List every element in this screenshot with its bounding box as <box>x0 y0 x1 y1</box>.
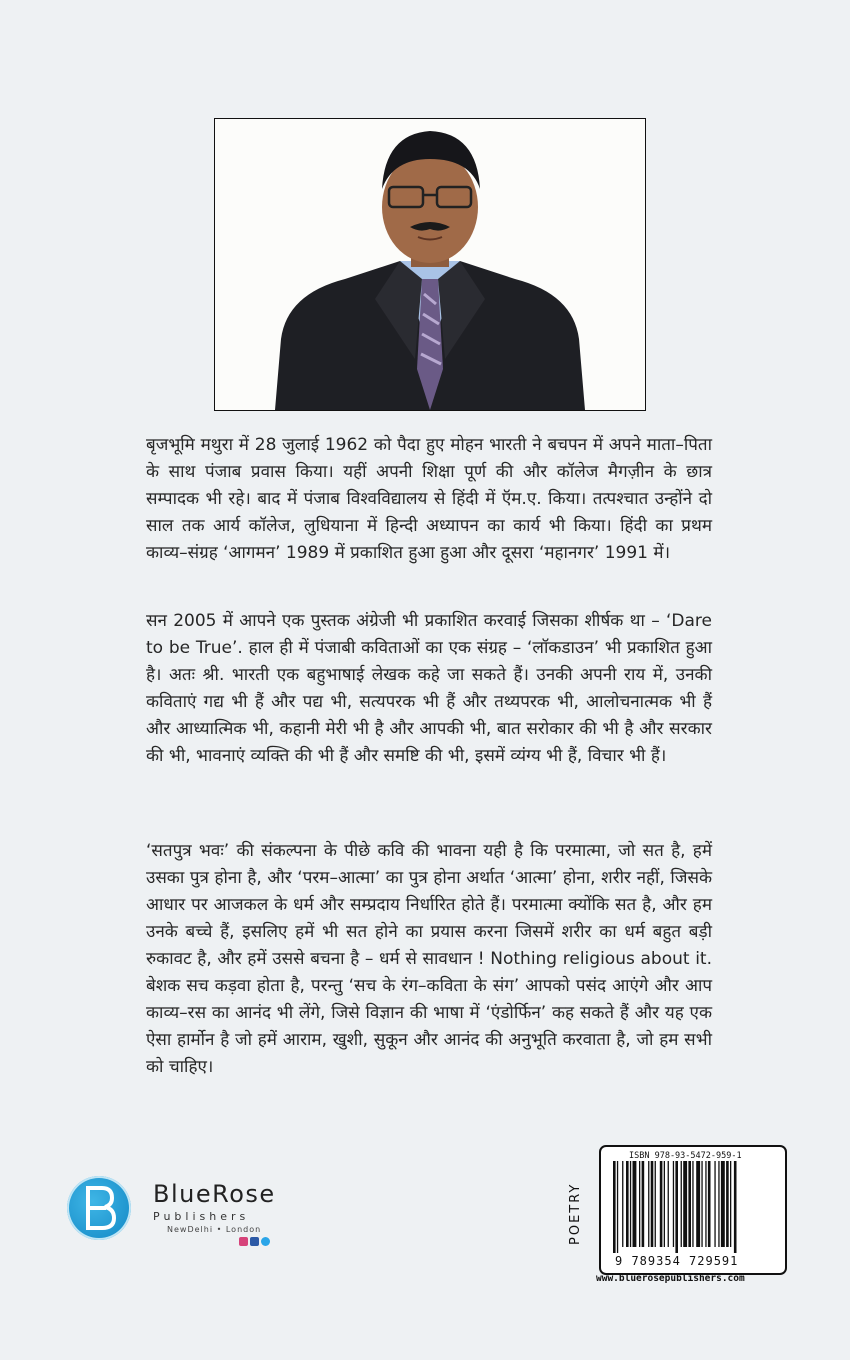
publisher-name: BlueRose <box>153 1180 276 1208</box>
barcode-bar <box>683 1161 687 1247</box>
barcode-bar <box>655 1161 656 1247</box>
barcode-bar <box>696 1161 700 1247</box>
barcode-bar <box>648 1161 649 1247</box>
barcode-bar <box>681 1161 682 1247</box>
isbn-barcode <box>599 1145 787 1275</box>
barcode-bar <box>630 1161 631 1247</box>
barcode-bar <box>613 1161 616 1253</box>
barcode-bar <box>714 1161 715 1247</box>
isbn-digits: 9 789354 729591 <box>615 1254 739 1268</box>
bluerose-b-icon <box>67 1176 131 1240</box>
barcode-bar <box>651 1161 654 1247</box>
barcode-bar <box>675 1161 678 1253</box>
barcode-bar <box>688 1161 691 1247</box>
barcode-bar <box>721 1161 725 1247</box>
barcode-bar <box>622 1161 623 1247</box>
bio-paragraph-3 <box>146 838 712 1081</box>
publisher-website: www.bluerosepublishers.com <box>596 1273 745 1284</box>
publisher-logo <box>67 1176 307 1246</box>
author-portrait-illustration <box>215 119 645 410</box>
barcode-bar <box>726 1161 729 1247</box>
isbn-label: ISBN 978-93-5472-959-1 <box>629 1151 742 1161</box>
barcode-bar <box>664 1161 665 1247</box>
barcode-bar <box>734 1161 737 1253</box>
barcode-bar <box>705 1161 706 1247</box>
barcode-bar <box>708 1161 711 1247</box>
barcode-bar <box>617 1161 618 1253</box>
facebook-icon <box>250 1237 259 1246</box>
genre-label: POETRY <box>568 1182 583 1246</box>
barcode-bar <box>673 1161 674 1247</box>
bio-paragraph-3-text: ‘सतपुत्र भवः’ की संकल्पना के पीछे कवि की भावना यही है कि परमात्मा, जो सत है, हमें उसका पुत्र होना है, और ‘परम–आत्मा’ का पुत्र होना अर्थात ‘आत्मा’ होना, शरीर नहीं, जिसके आधार पर आजकल के धर्म और सम्प्रदाय निर्धारित होते हैं। परमात्मा क्योंकि सत है, और हम उनके बच्चे हैं, इसलिए हमें भी सत होने का प्रयास करना जिसमें शरीर का धर्म बहुत बड़ी रुकावट है, और हमें उससे बचना है – धर्म से सावधान ! Nothing religious about it. बेशक सच कड़वा होता है, परन्तु ‘सच के रंग–कविता के संग’ आपको पसंद आएंगे और आप काव्य–रस का आनंद भी लेंगे, जिसे विज्ञान की भाषा में ‘एंडोर्फिन’ कह सकते हैं और यह एक ऐसा हार्मोन है जो हमें आराम, खुशी, सुकून और आनंद की अनुभूति करवाता है, जो हम सभी को चाहिए। <box>146 841 712 1077</box>
bio-paragraph-1-text: बृजभूमि मथुरा में 28 जुलाई 1962 को पैदा हुए मोहन भारती ने बचपन में अपने माता–पिता के साथ पंजाब प्रवास किया। यहीं अपनी शिक्षा पूर्ण की और कॉलेज मैगज़ीन के छात्र सम्पादक भी रहे। बाद में पंजाब विश्वविद्यालय से हिंदी में ऍम.ए. किया। तत्पश्चात उन्होंने दो साल तक आर्य कॉलेज, लुधियाना में हिन्दी अध्यापन का कार्य भी किया। हिंदी का प्रथम काव्य–संग्रह ‘आगमन’ 1989 में प्रकाशित हुआ हुआ और दूसरा ‘महानगर’ 1991 में। <box>146 435 712 563</box>
barcode-bar <box>642 1161 645 1247</box>
barcode-bar <box>639 1161 640 1247</box>
barcode-bar <box>633 1161 637 1247</box>
bio-paragraph-1 <box>146 432 712 567</box>
twitter-icon <box>261 1237 270 1246</box>
barcode-bar <box>660 1161 663 1247</box>
publisher-locations: NewDelhi • London <box>167 1225 262 1234</box>
author-photo <box>214 118 646 411</box>
barcode-bars <box>613 1161 773 1253</box>
instagram-icon <box>239 1237 248 1246</box>
social-icons <box>239 1237 270 1246</box>
barcode-bar <box>718 1161 719 1247</box>
barcode-bar <box>626 1161 629 1247</box>
bio-paragraph-2 <box>146 608 712 770</box>
barcode-bar <box>668 1161 669 1247</box>
publisher-subtitle: Publishers <box>153 1210 250 1223</box>
barcode-bar <box>701 1161 702 1247</box>
bio-paragraph-2-text: सन 2005 में आपने एक पुस्तक अंग्रेजी भी प्रकाशित करवाई जिसका शीर्षक था – ‘Dare to be True’. हाल ही में पंजाबी कविताओं का एक संग्रह – ‘लॉकडाउन’ भी प्रकाशित हुआ है। अतः श्री. भारती एक बहुभाषाई लेखक कहे जा सकते हैं। उनकी अपनी राय में, उनकी कविताएं गद्य भी हैं और पद्य भी, सत्यपरक भी हैं और तथ्यपरक भी, आलोचनात्मक भी हैं और आध्यात्मिक भी, कहानी मेरी भी है और आपकी भी, बात सरोकार की भी है और सरकार की भी, भावनाएं व्यक्ति की भी हैं और समष्टि की भी, इसमें व्यंग्य भी हैं, विचार भी हैं। <box>146 611 712 766</box>
barcode-bar <box>692 1161 693 1247</box>
barcode-bar <box>730 1161 731 1247</box>
